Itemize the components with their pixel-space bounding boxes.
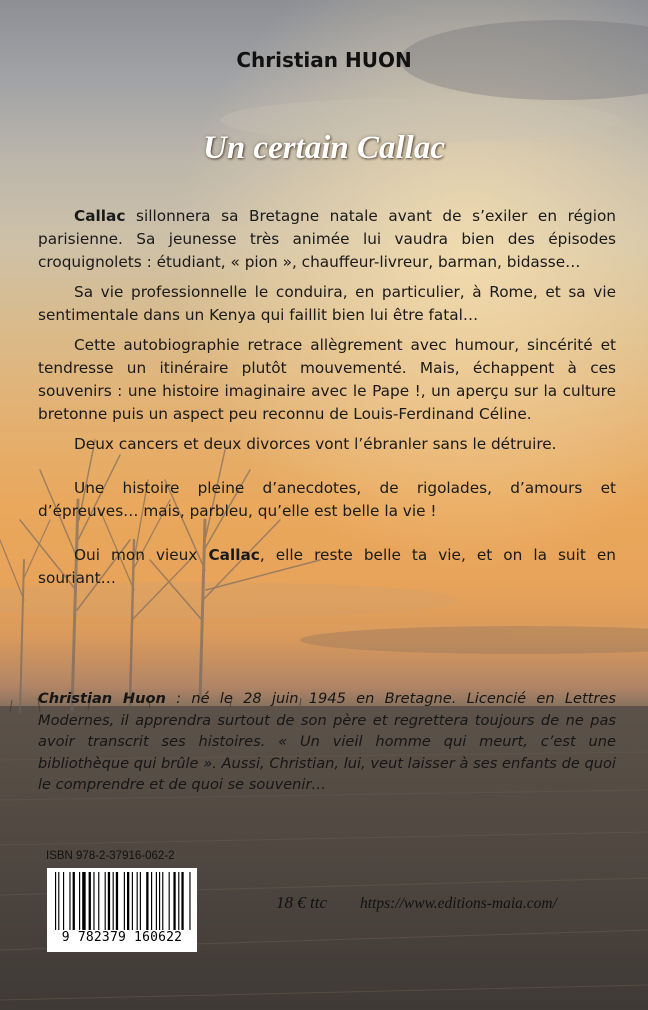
barcode-digits: 9 782379 160622: [61, 930, 183, 945]
bio-text: : né le 28 juin 1945 en Bretagne. Licencié en Lettres Modernes, il apprendra surtout de son père et regrettera toujours de ne pas avoir transcrit ses histoires. « Un vieil homme qui meurt, c’est une bibliothèque qui brûle ». Aussi, Christian, lui, veut laisser à ses enfants de quoi le comprendre et de quoi se souvenir…: [38, 690, 616, 793]
bio-author-name: Christian Huon: [38, 690, 166, 707]
synopsis-text-6b: , elle reste belle ta vie, et on la suit en souriant…: [38, 546, 616, 587]
synopsis-paragraph-4: Deux cancers et deux divorces vont l’ébranler sans le détruire.: [74, 435, 557, 453]
publisher-url[interactable]: https://www.editions-maia.com/: [360, 895, 557, 912]
synopsis-text-6a: Oui mon vieux: [74, 546, 209, 564]
protagonist-name: Callac: [74, 207, 126, 225]
synopsis-paragraph-2: Sa vie professionnelle le conduira, en particulier, à Rome, et sa vie sentimentale dans un Kenya qui faillit bien lui être fatal…: [38, 283, 616, 324]
book-title: Un certain Callac: [202, 130, 445, 166]
barcode: [47, 868, 197, 952]
synopsis: [38, 205, 616, 597]
synopsis-paragraph-6: [38, 544, 616, 590]
synopsis-paragraph-1: [38, 205, 616, 274]
price: 18 € ttc: [276, 893, 327, 912]
barcode-bars: [47, 868, 197, 930]
synopsis-text-1: sillonnera sa Bretagne natale avant de s’exiler en région parisienne. Sa jeunesse très animée lui vaudra bien des épisodes croquignolets : étudiant, « pion », chauffeur-livreur, barman, bidasse…: [38, 207, 616, 271]
author-bio: [38, 688, 616, 796]
synopsis-paragraph-5: Une histoire pleine d’anecdotes, de rigolades, d’amours et d’épreuves… mais, parbleu, qu’elle est belle la vie !: [38, 479, 616, 520]
protagonist-name: Callac: [208, 546, 260, 564]
isbn-label: ISBN 978-2-37916-062-2: [46, 850, 175, 862]
author-name: Christian HUON: [236, 48, 412, 72]
synopsis-paragraph-3: Cette autobiographie retrace allègrement avec humour, sincérité et tendresse un itinéraire plutôt mouvementé. Mais, échappent à ces souvenirs : une histoire imaginaire avec le Pape !, un aperçu sur la culture bretonne puis un aspect peu reconnu de Louis-Ferdinand Céline.: [38, 336, 616, 423]
